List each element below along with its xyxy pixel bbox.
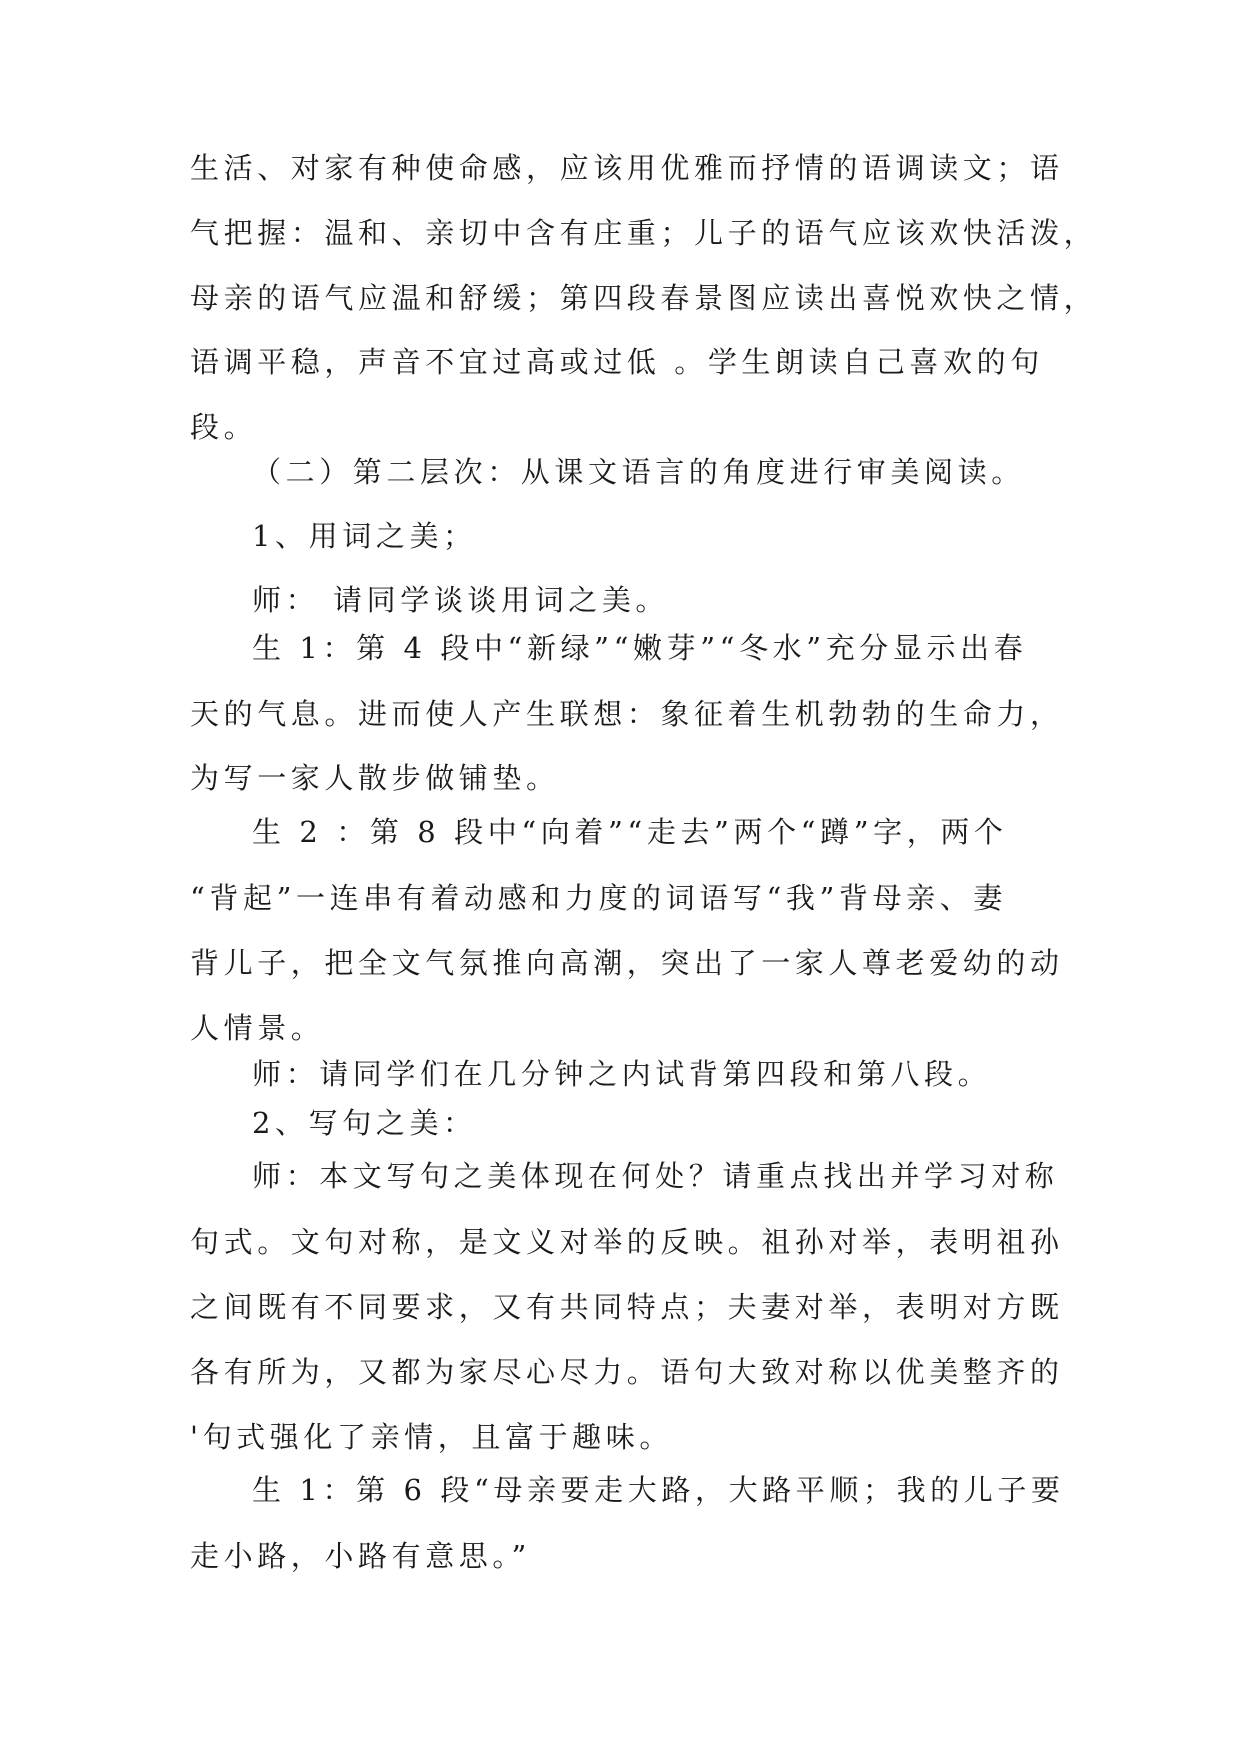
text-line: 句式。文句对称，是文义对举的反映。祖孙对举，表明祖孙 [190, 1225, 1064, 1259]
text-line: 生 1：第 6 段“母亲要走大路，大路平顺；我的儿子要 [252, 1473, 1065, 1507]
text-line: 师：请同学们在几分钟之内试背第四段和第八段。 [252, 1057, 992, 1091]
text-line: 气把握：温和、亲切中含有庄重；儿子的语气应该欢快活泼， [190, 216, 1098, 250]
text-line: 生活、对家有种使命感，应该用优雅而抒情的语调读文；语 [190, 151, 1064, 185]
text-line: '句式强化了亲情，且富于趣味。 [190, 1420, 673, 1454]
text-line: 段。 [190, 410, 258, 444]
text-line: 之间既有不同要求，又有共同特点；夫妻对举，表明对方既 [190, 1290, 1064, 1324]
subsection-heading: 2、写句之美： [252, 1106, 477, 1140]
section-heading: （二）第二层次：从课文语言的角度进行审美阅读。 [252, 455, 1025, 489]
text-line: 人情景。 [190, 1011, 325, 1045]
text-line: 背儿子，把全文气氛推向高潮，突出了一家人尊老爱幼的动 [190, 946, 1064, 980]
text-line: 生 1：第 4 段中“新绿”“嫩芽”“冬水”充分显示出春 [252, 631, 1028, 665]
text-line: 为写一家人散步做铺垫。 [190, 761, 560, 795]
text-line: 语调平稳，声音不宜过高或过低 。学生朗读自己喜欢的句 [190, 345, 1044, 379]
text-line: 生 2 ：第 8 段中“向着”“走去”两个“蹲”字，两个 [252, 815, 1008, 849]
text-line: “背起”一连串有着动感和力度的词语写“我”背母亲、妻 [190, 881, 1007, 915]
text-line: 走小路，小路有意思。” [190, 1539, 531, 1573]
text-line: 天的气息。进而使人产生联想：象征着生机勃勃的生命力， [190, 697, 1064, 731]
text-line: 师：本文写句之美体现在何处？请重点找出并学习对称 [252, 1159, 1059, 1193]
subsection-heading: 1、用词之美； [252, 519, 477, 553]
text-line: 母亲的语气应温和舒缓；第四段春景图应读出喜悦欢快之情， [190, 281, 1098, 315]
text-line: 各有所为，又都为家尽心尽力。语句大致对称以优美整齐的 [190, 1355, 1064, 1389]
text-line: 师： 请同学谈谈用词之美。 [252, 583, 670, 617]
